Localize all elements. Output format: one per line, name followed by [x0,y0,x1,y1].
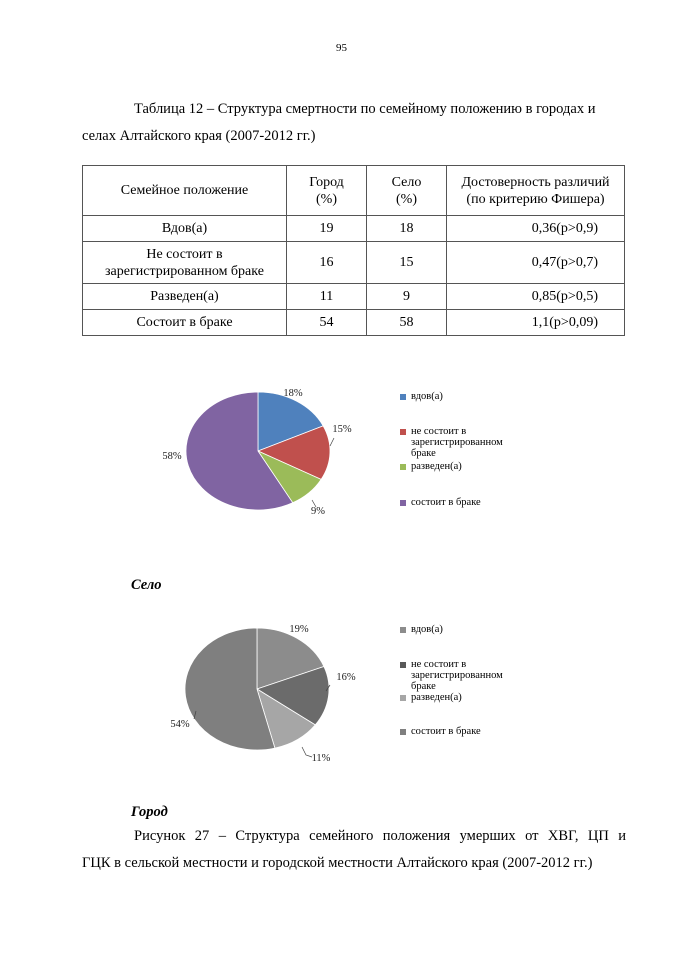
legend-swatch [400,662,406,668]
legend-item-widowed: вдов(а) [400,391,443,402]
data-label-married: 54% [170,719,190,730]
data-label-married: 58% [162,451,182,462]
cell-significance: 0,85(р>0,5) [447,284,625,310]
legend-item-married: состоит в браке [400,497,481,508]
legend-swatch [400,500,406,506]
pie-chart-village [140,380,360,530]
legend-item-widowed: вдов(а) [400,624,443,635]
chart-caption-city: Город [131,804,168,820]
data-label-divorced: 9% [311,506,325,517]
cell-significance: 0,47(р>0,7) [447,242,625,284]
cell-significance: 0,36(р>0,9) [447,216,625,242]
data-label-unregistered: 16% [336,672,356,683]
table-caption-line-2: селах Алтайского края (2007-2012 гг.) [82,128,316,144]
table-row [83,310,625,336]
figure-caption-line-2: ГЦК в сельской местности и городской местности Алтайского края (2007-2012 гг.) [82,855,593,871]
legend-item-divorced: разведен(а) [400,692,462,703]
legend-swatch [400,627,406,633]
legend-village [400,391,550,521]
legend-city [400,624,550,754]
data-label-widowed: 18% [283,388,303,399]
legend-swatch [400,429,406,435]
data-label-unregistered: 15% [332,424,352,435]
cell-village: 9 [367,284,447,310]
data-label-widowed: 19% [289,624,309,635]
legend-item-unregistered: не состоит в зарегистрированном браке [400,659,503,692]
cell-status: Разведен(а) [83,284,287,310]
leader-line [330,438,334,446]
data-label-divorced: 11% [311,753,331,764]
header-marital-status: Семейное положение [83,166,287,216]
cell-city: 19 [287,216,367,242]
table-row [83,242,625,284]
legend-item-divorced: разведен(а) [400,461,462,472]
cell-status: Состоит в браке [83,310,287,336]
legend-swatch [400,729,406,735]
header-city: Город (%) [287,166,367,216]
cell-city: 54 [287,310,367,336]
table-row [83,284,625,310]
page-number: 95 [336,42,347,54]
legend-swatch [400,464,406,470]
table-caption-line-1: Таблица 12 – Структура смертности по семейному положению в городах и [134,101,596,117]
legend-item-married: состоит в браке [400,726,481,737]
table-header-row [83,166,625,216]
legend-swatch [400,695,406,701]
pie-chart-city [140,615,360,770]
header-village: Село (%) [367,166,447,216]
legend-swatch [400,394,406,400]
cell-status: Не состоит в зарегистрированном браке [83,242,287,284]
header-significance: Достоверность различий (по критерию Фишера) [447,166,625,216]
table-row [83,216,625,242]
cell-village: 58 [367,310,447,336]
cell-significance: 1,1(р>0,09) [447,310,625,336]
cell-status: Вдов(а) [83,216,287,242]
leader-line [302,747,312,757]
cell-city: 16 [287,242,367,284]
mortality-table [82,165,625,336]
cell-city: 11 [287,284,367,310]
legend-item-unregistered: не состоит в зарегистрированном браке [400,426,503,459]
cell-village: 15 [367,242,447,284]
figure-caption-line-1: Рисунок 27 – Структура семейного положения умерших от ХВГ, ЦП и [134,828,626,844]
cell-village: 18 [367,216,447,242]
chart-caption-village: Село [131,577,162,593]
